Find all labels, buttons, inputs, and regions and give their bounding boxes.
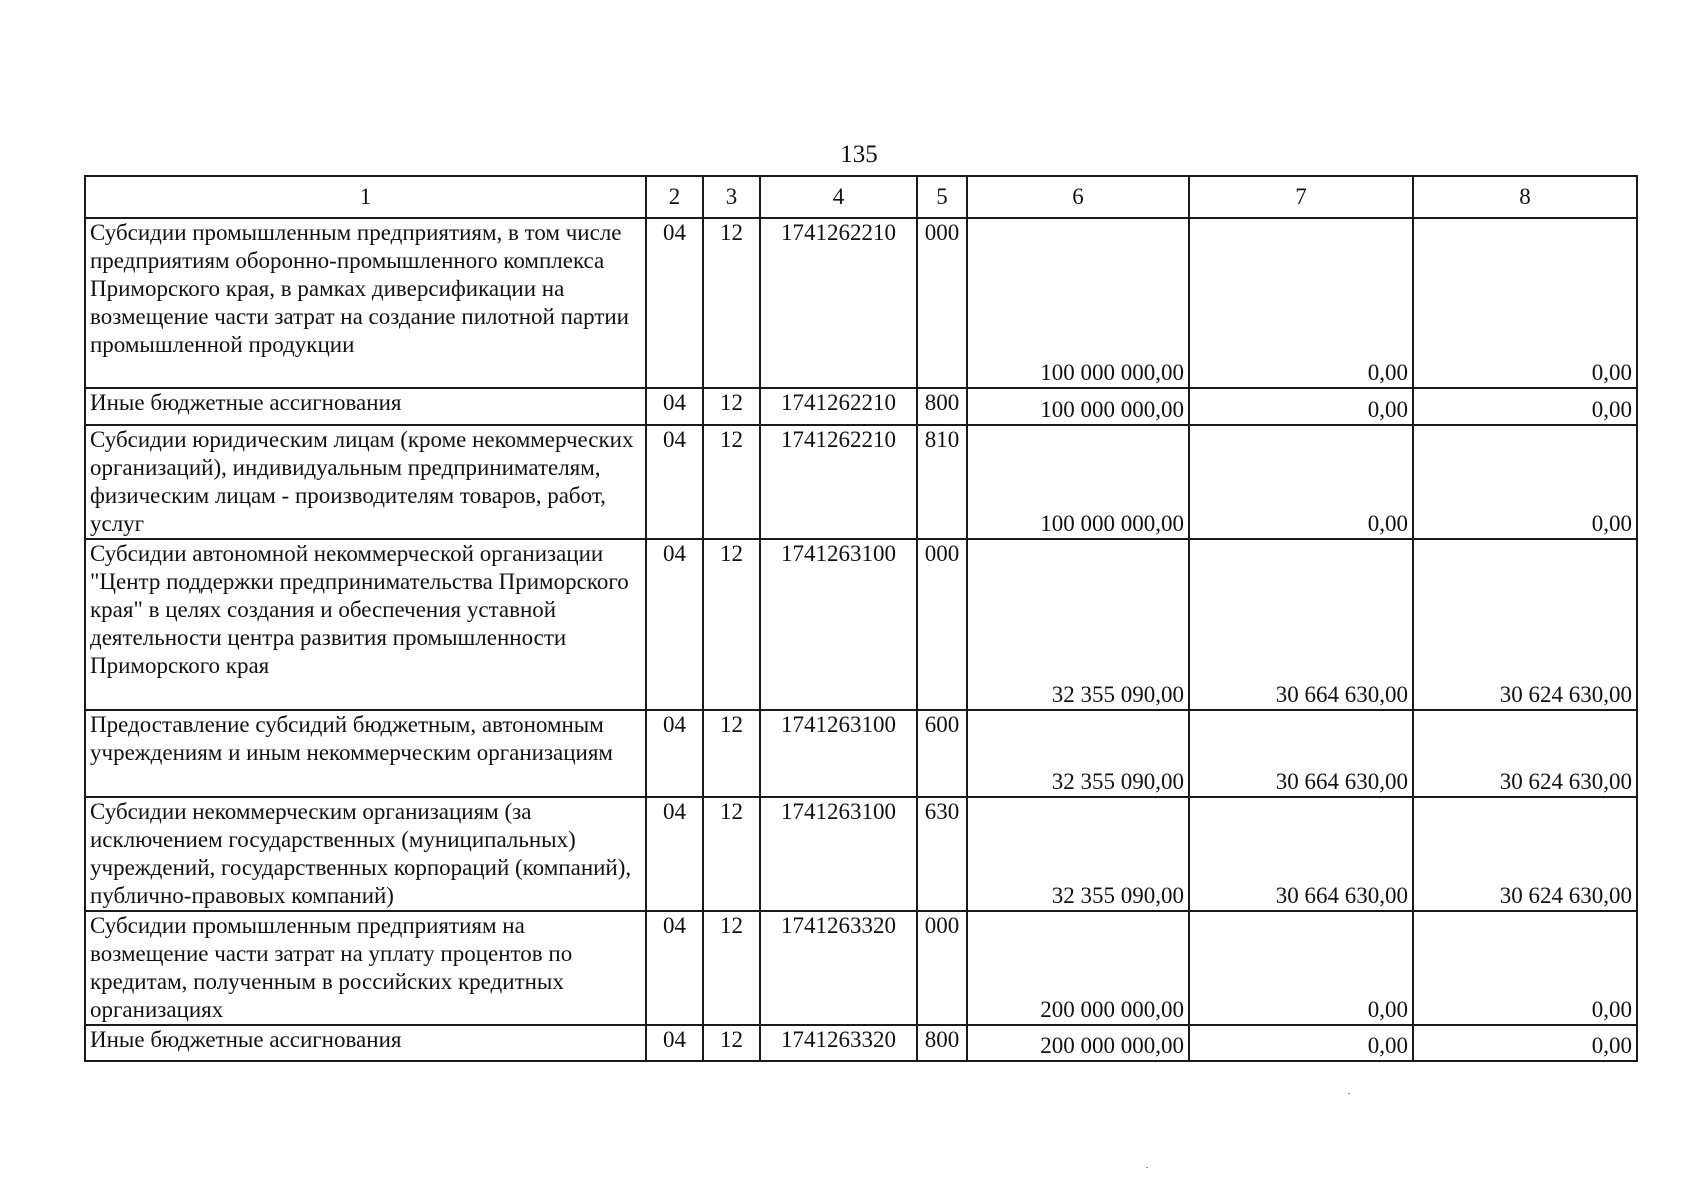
row-amount-cell: 0,00 (1189, 388, 1413, 425)
row-amount-cell: 100 000 000,00 (967, 425, 1189, 539)
row-amount-cell: 30 624 630,00 (1413, 797, 1637, 911)
row-amount-cell: 30 624 630,00 (1413, 710, 1637, 797)
row-section-cell: 04 (646, 218, 703, 388)
row-section-cell: 04 (646, 710, 703, 797)
row-amount-cell: 100 000 000,00 (967, 388, 1189, 425)
row-amount-cell: 0,00 (1413, 911, 1637, 1025)
row-section-cell: 04 (646, 1025, 703, 1061)
row-amount-cell: 200 000 000,00 (967, 1025, 1189, 1061)
row-name-cell: Субсидии промышленным предприятиям на возмещение части затрат на уплату процентов по кредитам, полученным в российских кредитных организациях (85, 911, 646, 1025)
row-expense-type-cell: 630 (917, 797, 967, 911)
row-amount-cell: 32 355 090,00 (967, 797, 1189, 911)
row-subsection-cell: 12 (703, 710, 760, 797)
row-target-article-cell: 1741263320 (760, 911, 917, 1025)
row-amount-cell: 0,00 (1189, 425, 1413, 539)
table-row (85, 539, 1637, 710)
row-expense-type-cell: 600 (917, 710, 967, 797)
row-name-cell: Иные бюджетные ассигнования (85, 1025, 646, 1061)
page-number: 135 (840, 141, 878, 168)
row-section-cell: 04 (646, 425, 703, 539)
row-expense-type-cell: 800 (917, 388, 967, 425)
row-expense-type-cell: 000 (917, 539, 967, 710)
table-row (85, 710, 1637, 797)
row-target-article-cell: 1741262210 (760, 218, 917, 388)
budget-table (84, 175, 1638, 1062)
header-cell: 6 (967, 176, 1189, 218)
row-name-cell: Предоставление субсидий бюджетным, автономным учреждениям и иным некоммерческим организациям (85, 710, 646, 797)
table-header-row (85, 176, 1637, 218)
row-amount-cell: 32 355 090,00 (967, 710, 1189, 797)
row-section-cell: 04 (646, 388, 703, 425)
row-subsection-cell: 12 (703, 425, 760, 539)
row-section-cell: 04 (646, 797, 703, 911)
row-target-article-cell: 1741263100 (760, 539, 917, 710)
header-cell: 4 (760, 176, 917, 218)
row-name-cell: Субсидии промышленным предприятиям, в том числе предприятиям оборонно-промышленного комплекса Приморского края, в рамках диверсификации на возмещение части затрат на создание пилотной партии промышленной продукции (85, 218, 646, 388)
row-target-article-cell: 1741262210 (760, 425, 917, 539)
row-subsection-cell: 12 (703, 911, 760, 1025)
row-amount-cell: 32 355 090,00 (967, 539, 1189, 710)
row-name-cell: Субсидии автономной некоммерческой организации "Центр поддержки предпринимательства Приморского края" в целях создания и обеспечения уставной деятельности центра развития промышленности Приморского края (85, 539, 646, 710)
row-amount-cell: 0,00 (1413, 425, 1637, 539)
table-row (85, 388, 1637, 425)
row-subsection-cell: 12 (703, 218, 760, 388)
row-section-cell: 04 (646, 911, 703, 1025)
row-name-cell: Субсидии некоммерческим организациям (за исключением государственных (муниципальных) учреждений, государственных корпораций (компаний), публично-правовых компаний) (85, 797, 646, 911)
row-name-cell: Иные бюджетные ассигнования (85, 388, 646, 425)
scan-speck (1348, 1093, 1350, 1094)
row-expense-type-cell: 000 (917, 218, 967, 388)
row-amount-cell: 200 000 000,00 (967, 911, 1189, 1025)
row-section-cell: 04 (646, 539, 703, 710)
row-subsection-cell: 12 (703, 1025, 760, 1061)
row-target-article-cell: 1741263320 (760, 1025, 917, 1061)
row-subsection-cell: 12 (703, 539, 760, 710)
row-amount-cell: 30 624 630,00 (1413, 539, 1637, 710)
row-amount-cell: 0,00 (1413, 388, 1637, 425)
header-cell: 1 (85, 176, 646, 218)
row-amount-cell: 0,00 (1189, 1025, 1413, 1061)
row-subsection-cell: 12 (703, 797, 760, 911)
row-expense-type-cell: 810 (917, 425, 967, 539)
row-amount-cell: 0,00 (1189, 218, 1413, 388)
row-target-article-cell: 1741263100 (760, 797, 917, 911)
header-cell: 5 (917, 176, 967, 218)
row-amount-cell: 0,00 (1413, 1025, 1637, 1061)
table-row (85, 218, 1637, 388)
scan-speck (1146, 1167, 1148, 1168)
row-subsection-cell: 12 (703, 388, 760, 425)
table-row (85, 797, 1637, 911)
row-amount-cell: 0,00 (1413, 218, 1637, 388)
header-cell: 8 (1413, 176, 1637, 218)
header-cell: 7 (1189, 176, 1413, 218)
row-expense-type-cell: 800 (917, 1025, 967, 1061)
header-cell: 2 (646, 176, 703, 218)
row-amount-cell: 30 664 630,00 (1189, 539, 1413, 710)
row-target-article-cell: 1741262210 (760, 388, 917, 425)
row-amount-cell: 30 664 630,00 (1189, 797, 1413, 911)
table-row (85, 1025, 1637, 1061)
row-amount-cell: 100 000 000,00 (967, 218, 1189, 388)
row-name-cell: Субсидии юридическим лицам (кроме некоммерческих организаций), индивидуальным предпринимателям, физическим лицам - производителям товаров, работ, услуг (85, 425, 646, 539)
table-row (85, 425, 1637, 539)
header-cell: 3 (703, 176, 760, 218)
table-row (85, 911, 1637, 1025)
row-target-article-cell: 1741263100 (760, 710, 917, 797)
row-expense-type-cell: 000 (917, 911, 967, 1025)
row-amount-cell: 0,00 (1189, 911, 1413, 1025)
row-amount-cell: 30 664 630,00 (1189, 710, 1413, 797)
